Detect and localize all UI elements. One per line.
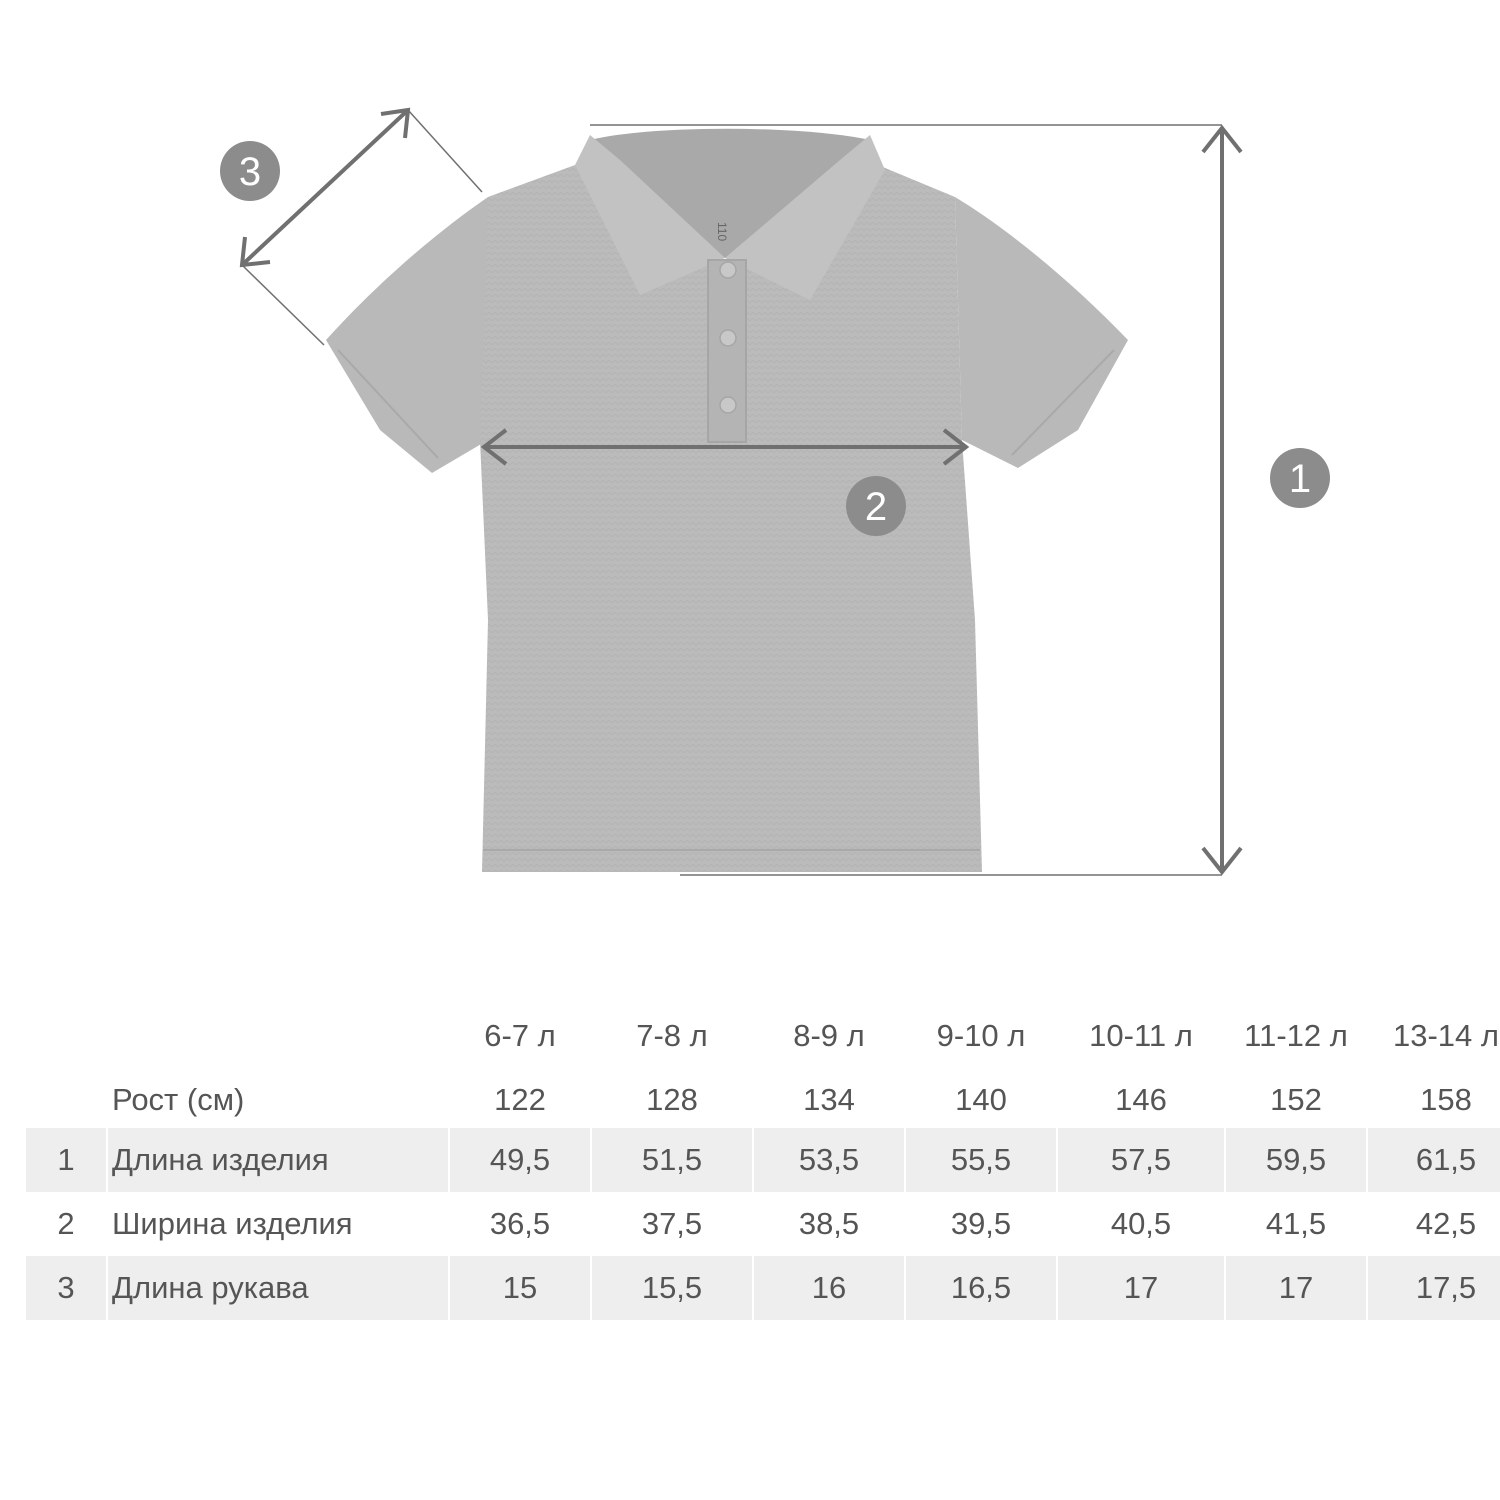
size-tag-text: 110 bbox=[715, 222, 729, 242]
right-sleeve bbox=[955, 197, 1128, 468]
badge-length bbox=[1270, 448, 1330, 508]
cell-value: 17 bbox=[1226, 1256, 1366, 1320]
size-header: 9-10 л bbox=[936, 1018, 1026, 1053]
svg-text:3: 3 bbox=[238, 150, 262, 194]
cell-value: 17 bbox=[1058, 1256, 1224, 1320]
height-value: 158 bbox=[1420, 1082, 1472, 1117]
cell-value: 37,5 bbox=[641, 1206, 703, 1241]
table-row-length bbox=[26, 1128, 1500, 1192]
size-header: 13-14 л bbox=[1393, 1018, 1499, 1053]
height-value: 146 bbox=[1115, 1082, 1167, 1117]
cell-value: 55,5 bbox=[906, 1128, 1056, 1192]
height-value: 140 bbox=[955, 1082, 1007, 1117]
cell-value: 15 bbox=[450, 1256, 590, 1320]
cell-value: 16,5 bbox=[906, 1256, 1056, 1320]
svg-text:2: 2 bbox=[864, 485, 888, 529]
cell-value: 57,5 bbox=[1058, 1128, 1224, 1192]
cell-value: 61,5 bbox=[1368, 1128, 1500, 1192]
height-row bbox=[26, 1072, 1500, 1128]
cell-value: 16 bbox=[754, 1256, 904, 1320]
cell-value: 38,5 bbox=[798, 1206, 860, 1241]
sleeve-guide-bottom bbox=[242, 265, 324, 345]
size-header: 10-11 л bbox=[1089, 1018, 1193, 1053]
height-value: 122 bbox=[494, 1082, 546, 1117]
badge-sleeve bbox=[220, 141, 280, 201]
cell-value: 59,5 bbox=[1226, 1128, 1366, 1192]
row-label: Длина изделия bbox=[108, 1128, 448, 1192]
cell-value: 36,5 bbox=[489, 1206, 551, 1241]
button-2 bbox=[720, 330, 736, 346]
cell-value: 42,5 bbox=[1415, 1206, 1477, 1241]
cell-value: 53,5 bbox=[754, 1128, 904, 1192]
polo-shirt-illustration bbox=[326, 129, 1128, 872]
row-label: Ширина изделия bbox=[112, 1206, 353, 1241]
placket bbox=[708, 260, 746, 442]
size-header: 7-8 л bbox=[636, 1018, 708, 1053]
svg-text:1: 1 bbox=[1288, 457, 1312, 501]
height-value: 152 bbox=[1270, 1082, 1322, 1117]
size-header: 8-9 л bbox=[793, 1018, 865, 1053]
height-label: Рост (см) bbox=[112, 1082, 245, 1117]
size-chart-table bbox=[24, 1000, 1500, 1320]
size-tag bbox=[715, 222, 729, 241]
left-sleeve bbox=[326, 197, 488, 473]
cell-value: 49,5 bbox=[450, 1128, 590, 1192]
button-3 bbox=[720, 397, 736, 413]
cell-value: 17,5 bbox=[1368, 1256, 1500, 1320]
size-header: 11-12 л bbox=[1244, 1018, 1348, 1053]
table-row-sleeve bbox=[26, 1256, 1500, 1320]
cell-value: 39,5 bbox=[950, 1206, 1012, 1241]
row-number: 1 bbox=[26, 1128, 106, 1192]
sleeve-guide-top bbox=[408, 110, 482, 192]
table-row-width bbox=[26, 1192, 1500, 1256]
height-value: 128 bbox=[646, 1082, 698, 1117]
row-label: Длина рукава bbox=[108, 1256, 448, 1320]
cell-value: 40,5 bbox=[1110, 1206, 1172, 1241]
row-number: 2 bbox=[57, 1206, 75, 1241]
button-1 bbox=[720, 262, 736, 278]
size-header: 6-7 л bbox=[484, 1018, 556, 1053]
cell-value: 15,5 bbox=[592, 1256, 752, 1320]
row-number: 3 bbox=[26, 1256, 106, 1320]
cell-value: 51,5 bbox=[592, 1128, 752, 1192]
age-header-row bbox=[26, 1000, 1500, 1072]
height-value: 134 bbox=[803, 1082, 855, 1117]
cell-value: 41,5 bbox=[1265, 1206, 1327, 1241]
badge-width bbox=[846, 476, 906, 536]
